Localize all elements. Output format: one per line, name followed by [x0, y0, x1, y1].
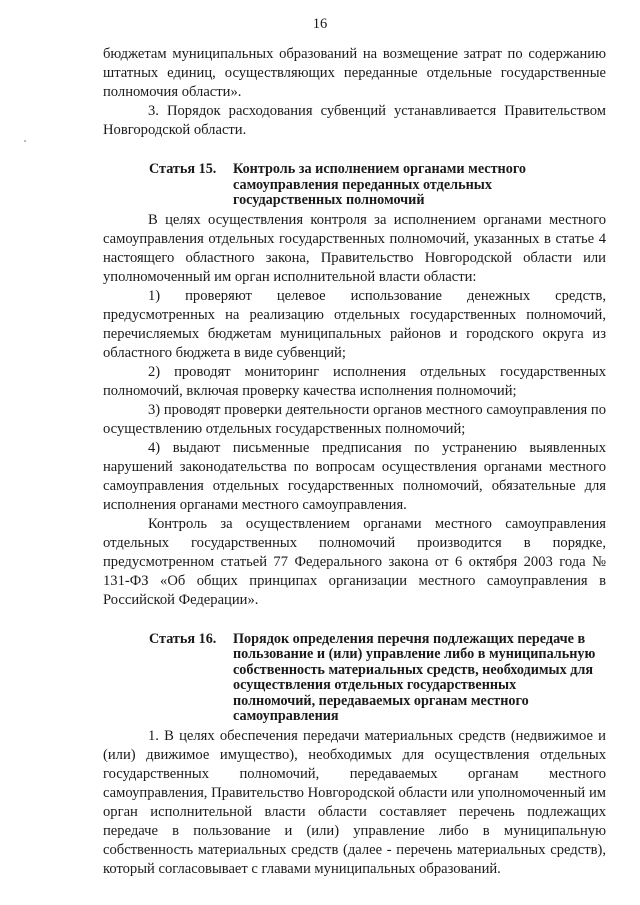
article-title: Порядок определения перечня подлежащих передаче в пользование и (или) управление либо в муниципальную собственность материальных средств, необходимых для осуществления отдельных государственных полномочий, передаваемых органам местного самоуправления: [233, 630, 596, 724]
paragraph: Контроль за осуществлением органами местного самоуправления отдельных государственных полномочий производится в порядке, предусмотренном статьей 77 Федерального закона от 6 октября 2003 года № 131-ФЗ «Об общих принципах организации местного самоуправления в Российской Федерации».: [103, 515, 606, 608]
article-15-heading: [103, 162, 606, 209]
article-number: Статья 15.: [149, 161, 217, 177]
article-16-heading: [103, 632, 606, 725]
paragraph: В целях осуществления контроля за исполнением органами местного самоуправления отдельных государственных полномочий, указанных в статье 4 настоящего областного закона, Правительство Новгородской области или уполномоченный им орган исполнительной власти области:: [103, 211, 606, 285]
list-item: 2) проводят мониторинг исполнения отдельных государственных полномочий, включая проверку качества исполнения полномочий;: [103, 363, 606, 399]
list-item: 3) проводят проверки деятельности органов местного самоуправления по осуществлению отдельных государственных полномочий;: [103, 401, 606, 437]
list-item: 1) проверяют целевое использование денежных средств, предусмотренных на реализацию отдельных государственных полномочий, перечисляемых бюджетам муниципальных районов и городского округа из областного бюджета в виде субвенций;: [103, 287, 606, 361]
scan-speck: [24, 140, 26, 142]
article-title: Контроль за исполнением органами местного самоуправления переданных отдельных государственных полномочий: [233, 161, 527, 208]
list-item: 4) выдают письменные предписания по устранению выявленных нарушений законодательства по вопросам осуществления органами местного самоуправления отдельных государственных полномочий, обязательные для исполнения органами местного самоуправления.: [103, 439, 606, 513]
article-number: Статья 16.: [149, 630, 217, 647]
page-number: 16: [312, 16, 328, 32]
paragraph: 3. Порядок расходования субвенций устанавливается Правительством Новгородской области.: [103, 103, 606, 138]
document-body: [103, 45, 606, 879]
paragraph: 1. В целях обеспечения передачи материальных средств (недвижимое и (или) движимое имущество), необходимых для осуществления отдельных государственных полномочий, передаваемых органам местного самоуправления, Правительство Новгородской области или уполномоченный им орган исполнительной власти области составляет перечень подлежащих передаче в пользование и (или) управление либо в муниципальную собственность материальных средств (далее - перечень материальных средств), который согласовывает с главами муниципальных образований.: [103, 727, 606, 877]
paragraph-continued: бюджетам муниципальных образований на возмещение затрат по содержанию штатных единиц, осуществляющих переданные отдельные государственные полномочия области».: [103, 46, 606, 100]
